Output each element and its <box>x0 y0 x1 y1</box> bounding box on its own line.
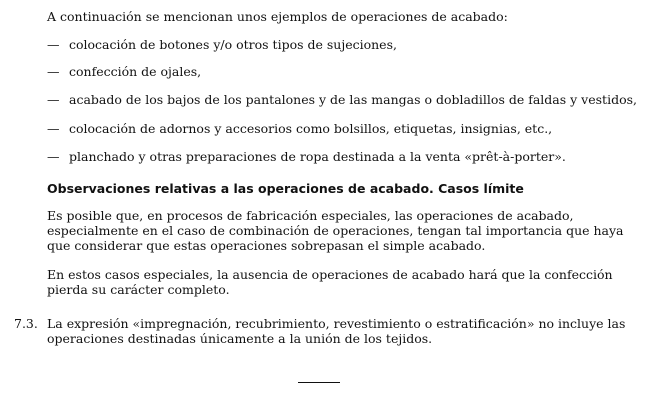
list-item <box>47 149 566 164</box>
dash-marker: — <box>47 64 60 79</box>
dash-marker: — <box>47 149 60 164</box>
list-item <box>47 92 637 107</box>
dash-marker: — <box>47 121 60 136</box>
list-item-text: colocación de adornos y accesorios como bolsillos, etiquetas, insignias, etc., <box>69 121 553 136</box>
intro-text: A continuación se mencionan unos ejemplos de operaciones de acabado: <box>47 9 508 24</box>
end-rule <box>298 382 340 383</box>
dash-marker: — <box>47 37 60 52</box>
paragraph: Es posible que, en procesos de fabricación especiales, las operaciones de acabado, especialmente en el caso de combinación de operaciones, tengan tal importancia que haya que considerar que estas operaciones sobrepasan el simple acabado. <box>47 208 624 253</box>
list-item <box>47 64 201 79</box>
list-item <box>47 121 552 136</box>
list-item <box>47 37 397 52</box>
section-heading: Observaciones relativas a las operaciones de acabado. Casos límite <box>47 181 524 196</box>
section-number: 7.3. <box>14 316 38 331</box>
list-item-text: confección de ojales, <box>69 64 202 79</box>
list-item-text: acabado de los bajos de los pantalones y de las mangas o dobladillos de faldas y vestidos, <box>69 92 637 107</box>
list-item-text: colocación de botones y/o otros tipos de sujeciones, <box>69 37 397 52</box>
dash-marker: — <box>47 92 60 107</box>
section-text: La expresión «impregnación, recubrimiento, revestimiento o estratificación» no incluye las operaciones destinadas únicamente a la unión de los tejidos. <box>47 316 626 346</box>
list-item-text: planchado y otras preparaciones de ropa destinada a la venta «prêt-à-porter». <box>69 149 566 164</box>
paragraph: En estos casos especiales, la ausencia de operaciones de acabado hará que la confección pierda su carácter completo. <box>47 267 613 297</box>
